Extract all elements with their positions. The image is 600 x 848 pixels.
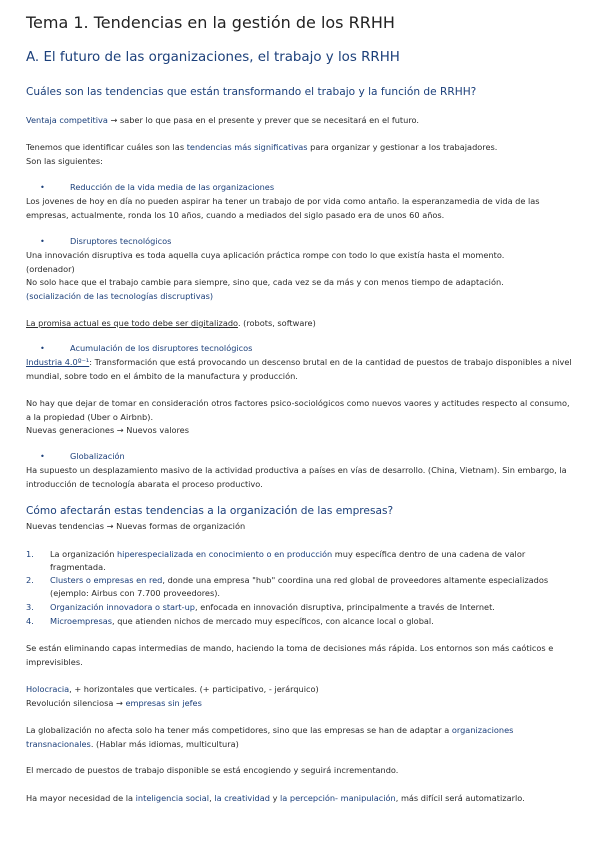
- list-term: hiperespecializada en conocimiento o en producción: [116, 549, 333, 559]
- list-number: 4.: [26, 616, 34, 626]
- q2-subtitle: Nuevas tendencias → Nuevas formas de organización: [26, 521, 246, 531]
- paragraph-tenemos: [26, 141, 576, 168]
- list-item: [26, 574, 580, 599]
- paragraph-globalizacion: Ha supuesto un desplazamiento masivo de la actividad productiva a países en vías de desarrollo. (China, Vietnam). Sin embargo, la introducción de tecnología abarata el proceso productivo.: [26, 465, 567, 489]
- factores-text: No hay que dejar de tomar en consideración otros factores psico-sociológicos como nuevos vaores y actitudes respecto al consumo, a la propiedad (Uber o Airbnb).: [26, 398, 570, 422]
- promesa-underlined: La promisa actual es que todo debe ser digitalizado: [26, 318, 238, 328]
- paragraph-globalizacion-2: [26, 724, 576, 751]
- term-empresas-sin-jefes: empresas sin jefes: [125, 697, 202, 708]
- list-item: [26, 548, 580, 573]
- paragraph-industria: [26, 356, 576, 383]
- list-number: 3.: [26, 602, 34, 612]
- paragraph-factores: [26, 397, 576, 438]
- last-sep-2: y: [269, 793, 281, 803]
- term-industria: Industria 4.0º⁻¹: [26, 357, 90, 367]
- list-term: Organización innovadora o start-up: [50, 602, 195, 612]
- paragraph-disruptores: [26, 249, 576, 303]
- bullet-acumulacion: • Acumulación de los disruptores tecnológicos: [40, 343, 253, 353]
- bullet-reduccion: • Reducción de la vida media de las organizaciones: [40, 182, 275, 192]
- paragraph-ventaja: [26, 114, 576, 128]
- paragraph-promesa: [26, 317, 576, 331]
- last-text-a: Ha mayor necesidad de la: [26, 793, 136, 803]
- last-text-b: , más difícil será automatizarlo.: [395, 793, 525, 803]
- list-term: Clusters o empresas en red: [50, 575, 163, 585]
- list-term: Microempresas: [50, 616, 113, 626]
- industria-text: : Transformación que está provocando un descenso brutal en de la cantidad de puestos de trabajo disponibles a nivel mundial, sobre todo en el ámbito de la manufactura y producción.: [26, 357, 572, 381]
- generaciones-text: Nuevas generaciones → Nuevos valores: [26, 425, 189, 435]
- tenemos-text-a: Tenemos que identificar cuáles son las: [26, 142, 187, 152]
- tenemos-text-c: Son las siguientes:: [26, 155, 103, 166]
- holocracia-text: , + horizontales que verticales. (+ participativo, - jerárquico): [69, 684, 319, 694]
- bullet-label: Disruptores tecnológicos: [70, 236, 172, 246]
- list-item: [26, 615, 580, 628]
- term-tendencias: tendencias más significativas: [186, 142, 308, 152]
- term-ventaja: Ventaja competitiva: [26, 115, 108, 125]
- disruptores-line-2: (ordenador): [26, 263, 75, 274]
- promesa-rest: . (robots, software): [237, 318, 316, 328]
- bullet-label: Reducción de la vida media de las organizaciones: [70, 182, 275, 192]
- term-percepcion: la percepción- manipulación: [280, 793, 396, 803]
- paragraph-mercado: El mercado de puestos de trabajo disponible se está encogiendo y seguirá incrementando.: [26, 765, 399, 775]
- last-sep-1: ,: [209, 793, 215, 803]
- glob-text-b: . (Hablar más idiomas, multicultura): [90, 738, 239, 749]
- bullet-label: Acumulación de los disruptores tecnológicos: [70, 343, 253, 353]
- paragraph-capas: Se están eliminando capas intermedias de mando, haciendo la toma de decisiones más rápida. Los entornos son más caóticos e imprevisibles.: [26, 643, 554, 667]
- list-pre: La organización: [50, 549, 117, 559]
- glob-text-a: La globalización no afecta solo ha tener más competidores, sino que las empresas se han de adaptar a: [26, 725, 452, 735]
- revolucion-text: Revolución silenciosa →: [26, 697, 126, 708]
- list-item: [26, 601, 580, 614]
- bullet-label: Globalización: [70, 451, 125, 461]
- list-post: muy específica dentro de una cadena de valor fragmentada.: [50, 549, 526, 572]
- paragraph-reduccion: Los jovenes de hoy en día no pueden aspirar ha tener un trabajo de por vida como antaño. la esperanzamedia de vida de las empresas, actualmente, ronda los 10 años, cuando a mediados del siglo pasado era de unos 60 años.: [26, 196, 540, 220]
- list-number: 2.: [26, 575, 34, 585]
- paragraph-holocracia: [26, 683, 576, 710]
- paragraph-automatizacion: [26, 792, 576, 806]
- page-title: Tema 1. Tendencias en la gestión de los RRHH: [26, 13, 395, 32]
- disruptores-line-3: No solo hace que el trabajo cambie para siempre, sino que, cada vez se da más y con menos tiempo de adaptación.: [26, 277, 504, 287]
- bullet-globalizacion: • Globalización: [40, 451, 125, 461]
- term-inteligencia-social: inteligencia social: [135, 793, 210, 803]
- question-heading-1: Cuáles son las tendencias que están transformando el trabajo y la función de RRHH?: [26, 86, 477, 98]
- disruptores-line-4: (socialización de las tecnologías discruptivas): [26, 290, 214, 301]
- list-post: , donde una empresa "hub" coordina una red global de proveedores altamente especializados (ejemplo: Airbus con 7.700 proveedores).: [50, 575, 549, 598]
- question-heading-2: Cómo afectarán estas tendencias a la organización de las empresas?: [26, 505, 394, 517]
- term-holocracia: Holocracia: [26, 684, 70, 694]
- list-post: , enfocada en innovación disruptiva, principalmente a través de Internet.: [194, 602, 495, 612]
- tenemos-text-b: para organizar y gestionar a los trabajadores.: [307, 142, 498, 152]
- bullet-disruptores: • Disruptores tecnológicos: [40, 236, 172, 246]
- list-post: , que atienden nichos de mercado muy específicos, con alcance local o global.: [112, 616, 434, 626]
- section-heading-a: A. El futuro de las organizaciones, el trabajo y los RRHH: [26, 50, 400, 65]
- term-transnacionales: organizaciones transnacionales: [26, 725, 514, 749]
- ventaja-text: → saber lo que pasa en el presente y prever que se necesitará en el futuro.: [107, 115, 419, 125]
- disruptores-line-1: Una innovación disruptiva es toda aquella cuya aplicación práctica rompe con todo lo que existía hasta el momento.: [26, 250, 505, 260]
- list-number: 1.: [26, 549, 34, 559]
- term-creatividad: la creatividad: [214, 793, 270, 803]
